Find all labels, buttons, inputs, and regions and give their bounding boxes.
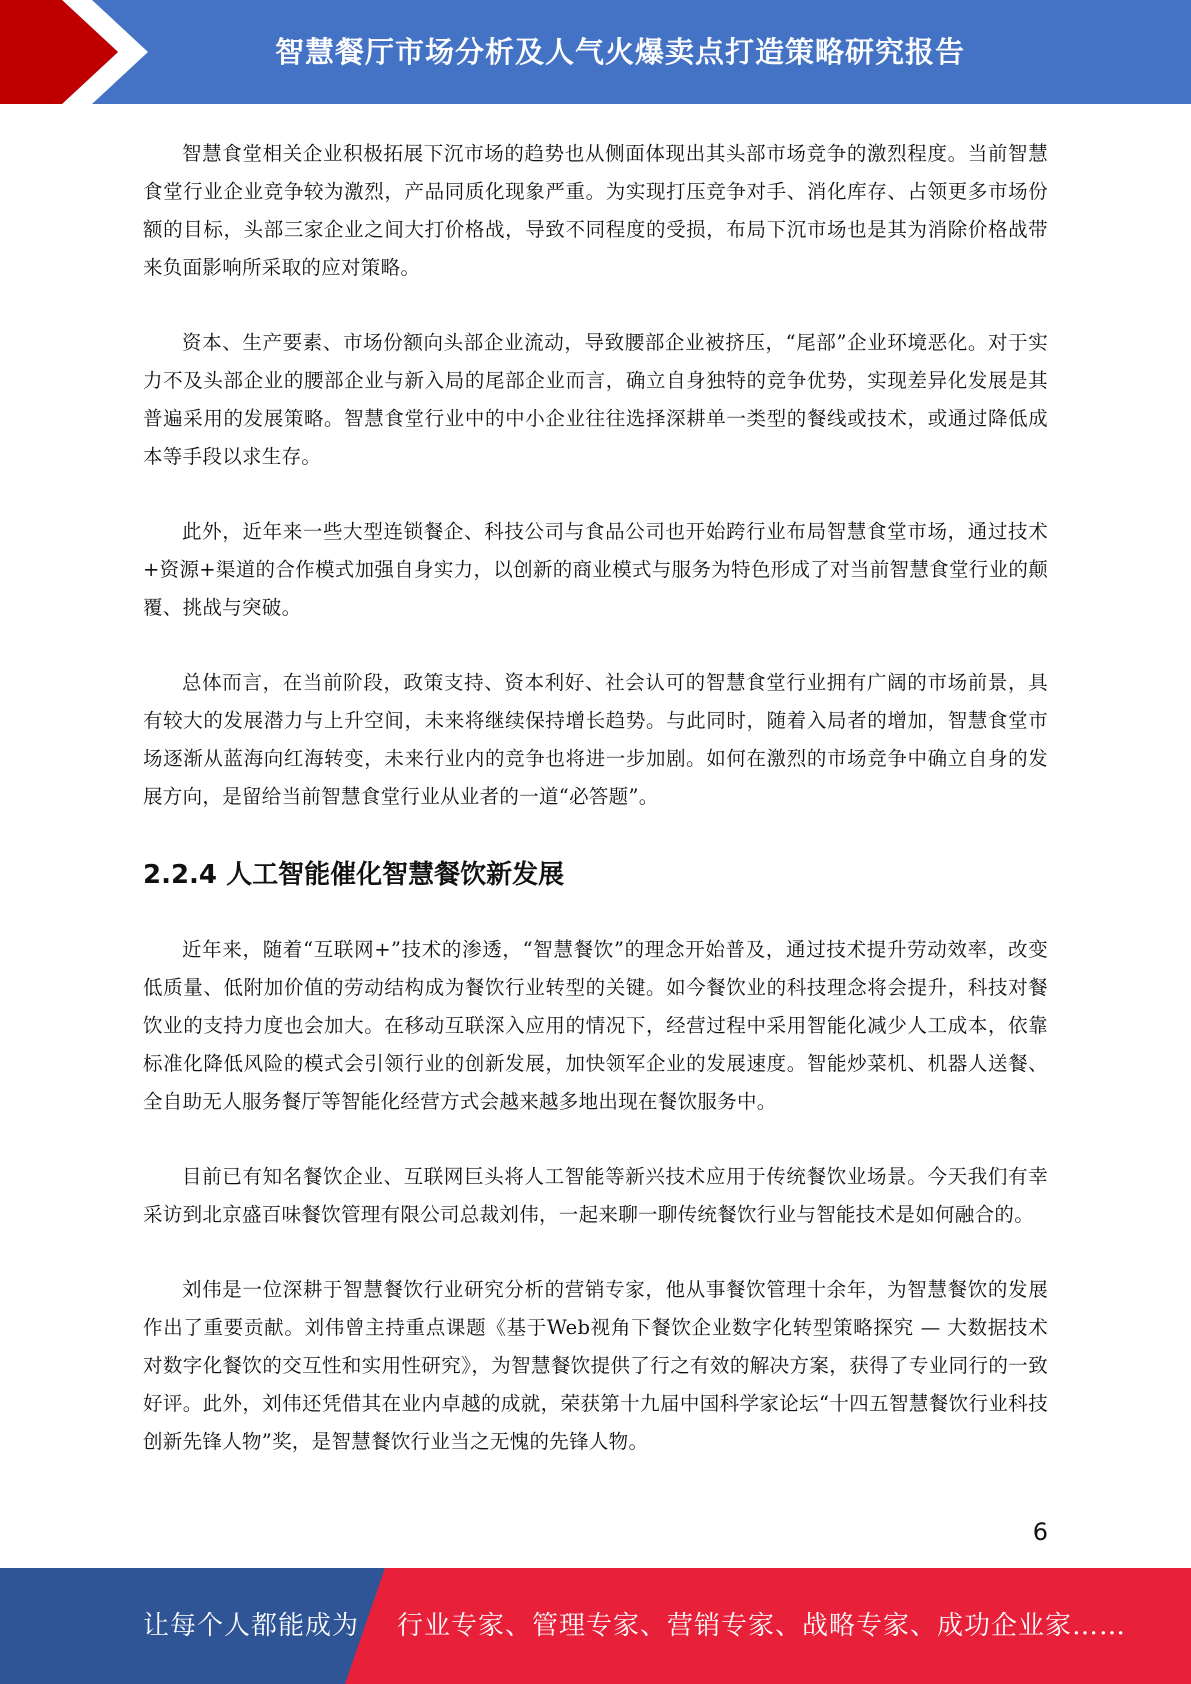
paragraph: 目前已有知名餐饮企业、互联网巨头将人工智能等新兴技术应用于传统餐饮业场景。今天我们有幸采访到北京盛百味餐饮管理有限公司总裁刘伟，一起来聊一聊传统餐饮行业与智能技术是如何融合的。: [143, 1165, 1048, 1226]
footer-slogan-right: 行业专家、管理专家、营销专家、战略专家、成功企业家……: [397, 1611, 1127, 1641]
paragraph: 刘伟是一位深耕于智慧餐饮行业研究分析的营销专家，他从事餐饮管理十余年，为智慧餐饮的发展作出了重要贡献。刘伟曾主持重点课题《基于Web视角下餐饮企业数字化转型策略探究 — 大数据技术对数字化餐饮的交互性和实用性研究》，为智慧餐饮提供了行之有效的解决方案，获得了专业同行的一致好评。此外，刘伟还凭借其在业内卓越的成就，荣获第十九届中国科学家论坛“十四五智慧餐饮行业科技创新先锋人物”奖，是智慧餐饮行业当之无愧的先锋人物。: [143, 1278, 1048, 1453]
footer-slogan-left: 让每个人都能成为: [143, 1611, 360, 1641]
section-heading: 2.2.4 人工智能催化智慧餐饮新发展: [143, 860, 565, 890]
page-footer-banner: [0, 1568, 1191, 1684]
report-title: 智慧餐厅市场分析及人气火爆卖点打造策略研究报告: [274, 35, 965, 69]
paragraph: 智慧食堂相关企业积极拓展下沉市场的趋势也从侧面体现出其头部市场竞争的激烈程度。当前智慧食堂行业企业竞争较为激烈，产品同质化现象严重。为实现打压竞争对手、消化库存、占领更多市场份额的目标，头部三家企业之间大打价格战，导致不同程度的受损，布局下沉市场也是其为消除价格战带来负面影响所采取的应对策略。: [143, 142, 1048, 279]
paragraph: 近年来，随着“互联网+”技术的渗透，“智慧餐饮”的理念开始普及，通过技术提升劳动效率，改变低质量、低附加价值的劳动结构成为餐饮行业转型的关键。如今餐饮业的科技理念将会提升，科技对餐饮业的支持力度也会加大。在移动互联深入应用的情况下，经营过程中采用智能化减少人工成本，依靠标准化降低风险的模式会引领行业的创新发展，加快领军企业的发展速度。智能炒菜机、机器人送餐、全自助无人服务餐厅等智能化经营方式会越来越多地出现在餐饮服务中。: [143, 938, 1048, 1113]
paragraph: 资本、生产要素、市场份额向头部企业流动，导致腰部企业被挤压，“尾部”企业环境恶化。对于实力不及头部企业的腰部企业与新入局的尾部企业而言，确立自身独特的竞争优势，实现差异化发展是其普遍采用的发展策略。智慧食堂行业中的中小企业往往选择深耕单一类型的餐线或技术，或通过降低成本等手段以求生存。: [143, 331, 1048, 468]
page-header-banner: [0, 0, 1191, 110]
page-number: 6: [1032, 1518, 1048, 1546]
paragraph: 此外，近年来一些大型连锁餐企、科技公司与食品公司也开始跨行业布局智慧食堂市场，通过技术+资源+渠道的合作模式加强自身实力，以创新的商业模式与服务为特色形成了对当前智慧食堂行业的颠覆、挑战与突破。: [143, 520, 1048, 619]
document-body: [143, 135, 1048, 1498]
paragraph: 总体而言，在当前阶段，政策支持、资本利好、社会认可的智慧食堂行业拥有广阔的市场前景，具有较大的发展潜力与上升空间，未来将继续保持增长趋势。与此同时，随着入局者的增加，智慧食堂市场逐渐从蓝海向红海转变，未来行业内的竞争也将进一步加剧。如何在激烈的市场竞争中确立自身的发展方向，是留给当前智慧食堂行业从业者的一道“必答题”。: [143, 671, 1048, 808]
